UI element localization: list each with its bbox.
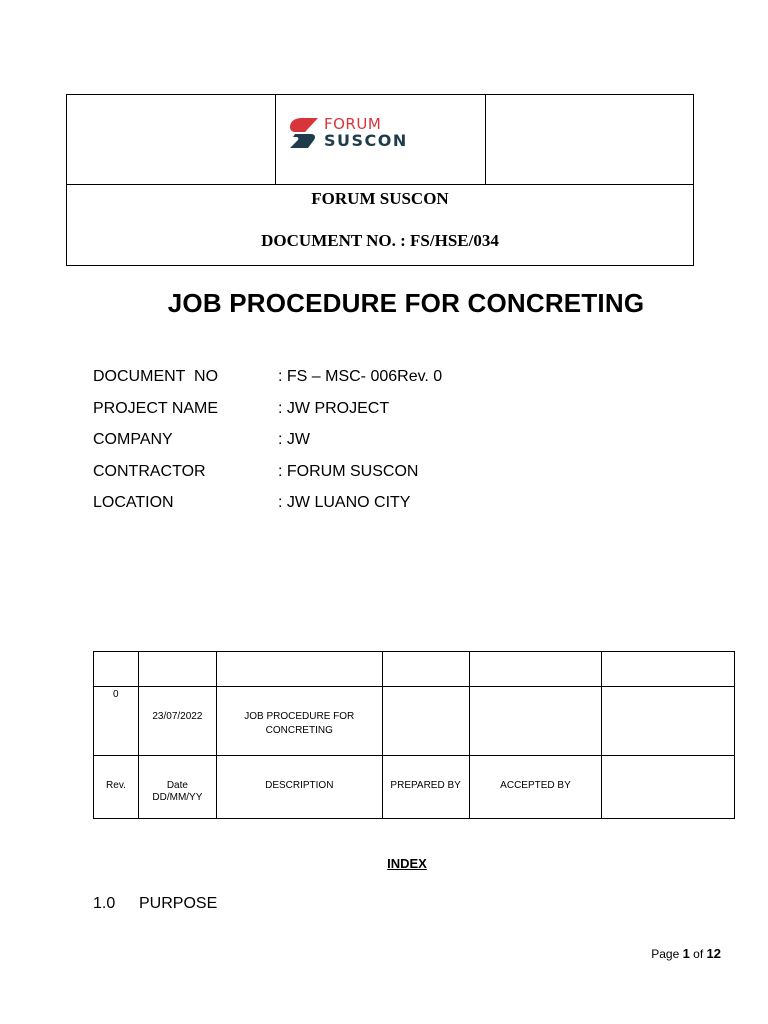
table-cell-date <box>138 687 216 756</box>
table-cell-description <box>216 687 382 756</box>
table-cell <box>382 652 469 687</box>
accepted-by-value <box>470 687 602 710</box>
info-value: : JW PROJECT <box>278 399 390 417</box>
toc-item-label: PURPOSE <box>139 895 218 912</box>
total-pages: 12 <box>706 946 721 961</box>
header-rev-label: Rev. <box>106 780 126 791</box>
header-description <box>216 756 382 819</box>
table-header-row <box>94 756 735 819</box>
logo-text-suscon: SUSCON <box>324 131 408 150</box>
document-number: DOCUMENT NO. : FS/HSE/034 <box>261 231 499 250</box>
header-blank <box>602 756 735 819</box>
logo-text-forum: FORUM <box>324 115 382 133</box>
page-word: Page <box>651 947 680 961</box>
logo-mark-icon <box>287 117 321 149</box>
header-prepared-by <box>382 756 469 819</box>
header-accepted-by-label: ACCEPTED BY <box>500 780 571 791</box>
table-cell-rev <box>94 687 139 756</box>
toc-item-number: 1.0 <box>93 895 116 912</box>
revision-table <box>93 651 735 819</box>
table-cell <box>138 652 216 687</box>
index-heading: INDEX <box>387 856 427 871</box>
info-label: COMPANY <box>93 431 173 449</box>
info-value: : JW <box>278 431 310 449</box>
info-label: PROJECT NAME <box>93 399 219 417</box>
info-label: CONTRACTOR <box>93 462 206 480</box>
date-value: 23/07/2022 <box>152 711 203 722</box>
header-accepted-by <box>469 756 602 819</box>
current-page: 1 <box>682 946 690 961</box>
header-logo-row <box>67 95 693 185</box>
header-prepared-by-label: PREPARED BY <box>390 780 461 791</box>
of-word: of <box>693 947 704 961</box>
header-date <box>138 756 216 819</box>
header-cell-right <box>486 95 693 184</box>
company-name: FORUM SUSCON <box>311 189 449 208</box>
document-header-box <box>66 94 694 266</box>
info-label: DOCUMENT NO <box>93 368 219 385</box>
header-date-line2: DD/MM/YY <box>152 792 203 803</box>
header-date-label <box>139 756 216 804</box>
header-description-label: DESCRIPTION <box>265 780 334 791</box>
page-number <box>651 946 721 961</box>
extra-value <box>602 687 734 710</box>
info-value: : FS – MSC- 006Rev. 0 <box>278 368 443 385</box>
table-row-blank <box>94 652 735 687</box>
table-row <box>94 687 735 756</box>
info-value: : FORUM SUSCON <box>278 462 419 480</box>
page-title: JOB PROCEDURE FOR CONCRETING <box>167 288 645 318</box>
header-cell-left <box>67 95 276 184</box>
header-date-line1: Date <box>166 780 188 791</box>
info-label: LOCATION <box>93 494 174 512</box>
table-cell-prepared-by <box>382 687 469 756</box>
table-cell <box>469 652 602 687</box>
table-cell-accepted-by <box>469 687 602 756</box>
rev-value: 0 <box>113 689 119 700</box>
description-value: JOB PROCEDURE FOR CONCRETING <box>244 711 355 736</box>
table-cell <box>94 652 139 687</box>
table-cell <box>602 652 735 687</box>
table-cell-extra <box>602 687 735 756</box>
toc-item-purpose[interactable] <box>93 895 217 913</box>
info-value: : JW LUANO CITY <box>278 494 411 512</box>
header-cell-logo <box>276 95 486 184</box>
header-rev <box>94 756 139 819</box>
prepared-by-value <box>383 687 469 710</box>
company-logo <box>287 116 407 152</box>
table-cell <box>216 652 382 687</box>
